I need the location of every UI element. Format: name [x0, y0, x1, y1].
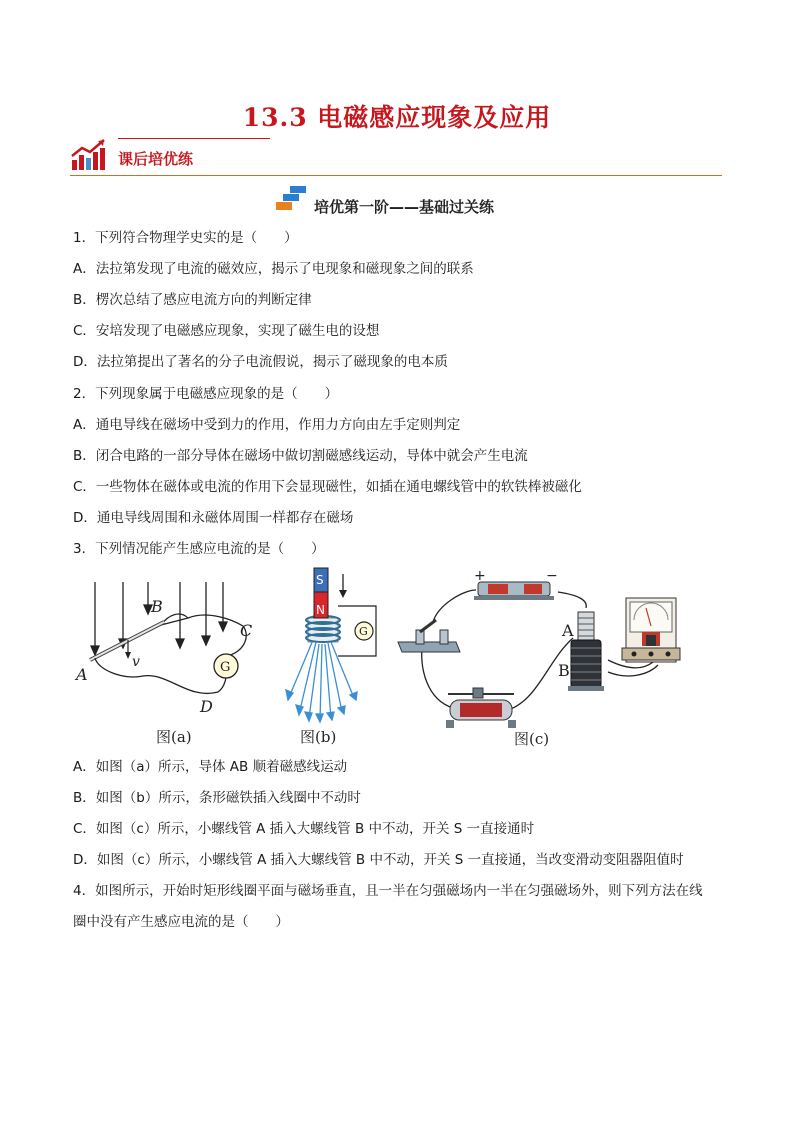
question-4-stem-continued: 圈中没有产生感应电流的是（ ）: [73, 914, 289, 930]
q3-option-a: A．如图（a）所示，导体 AB 顺着磁感线运动: [73, 759, 348, 775]
galvanometer-icon: [622, 598, 680, 662]
q2-option-c: C．一些物体在磁体或电流的作用下会显现磁性，如插在通电螺线管中的软铁棒被磁化: [73, 479, 582, 495]
q1-option-b: B．楞次总结了感应电流方向的判断定律: [73, 292, 312, 308]
q1-option-a: A．法拉第发现了电流的磁效应，揭示了电现象和磁现象之间的联系: [73, 261, 474, 277]
figure-c: [398, 568, 680, 748]
tier-heading: [0, 186, 794, 214]
q1-option-c: C．安培发现了电磁感应现象，实现了磁生电的设想: [73, 323, 380, 339]
q3-option-b: B．如图（b）所示，条形磁铁插入线圈中不动时: [73, 790, 361, 806]
q3-option-c: C．如图（c）所示，小螺线管 A 插入大螺线管 B 中不动，开关 S 一直接通时: [73, 821, 535, 837]
header-top-rule: [118, 138, 270, 139]
question-3-figures: [68, 560, 728, 750]
stairs-icon: [276, 186, 310, 212]
fig-b-label-n: N: [316, 603, 325, 617]
question-2-stem: 2．下列现象属于电磁感应现象的是（ ）: [73, 386, 339, 402]
fig-c-label-minus: −: [546, 568, 558, 584]
fig-b-label-g: G: [359, 625, 368, 638]
fig-a-label-a: A: [76, 665, 88, 684]
q2-option-b: B．闭合电路的一部分导体在磁场中做切割磁感线运动，导体中就会产生电流: [73, 448, 528, 464]
fig-a-caption: 图(a): [156, 728, 192, 746]
figure-a: [74, 582, 252, 746]
tier-label: 培优第一阶——基础过关练: [314, 198, 495, 216]
fig-b-label-s: S: [316, 573, 324, 587]
q1-option-d: D．法拉第提出了著名的分子电流假说，揭示了磁现象的电本质: [73, 354, 448, 370]
rising-bar-chart-icon: [70, 138, 110, 172]
section-header: [70, 136, 722, 178]
fig-a-label-g: G: [220, 660, 231, 675]
rheostat-icon: [446, 688, 516, 728]
q3-option-d: D．如图（c）所示，小螺线管 A 插入大螺线管 B 中不动，开关 S 一直接通，当改变滑动变阻器阻值时: [73, 852, 684, 868]
question-3-stem: 3．下列情况能产生感应电流的是（ ）: [73, 541, 325, 557]
section-label: 课后培优练: [118, 150, 194, 168]
header-bottom-rule: [70, 175, 722, 176]
fig-a-label-b: B: [151, 597, 163, 616]
fig-b-caption: 图(b): [300, 728, 337, 746]
q2-option-a: A．通电导线在磁场中受到力的作用，作用力方向由左手定则判定: [73, 417, 461, 433]
fig-a-label-c: C: [240, 621, 253, 640]
fig-c-caption: 图(c): [514, 730, 550, 748]
q2-option-d: D．通电导线周围和永磁体周围一样都存在磁场: [73, 510, 354, 526]
question-4-stem: 4．如图所示，开始时矩形线圈平面与磁场垂直，且一半在匀强磁场内一半在匀强磁场外，则下列方法在线: [73, 883, 703, 899]
fig-a-label-v: v: [132, 654, 140, 670]
fig-a-label-d: D: [200, 697, 213, 716]
figure-b: [286, 568, 376, 746]
fig-c-label-plus: +: [474, 568, 486, 584]
fig-c-label-a: A: [562, 621, 574, 640]
page-title: 13.3 电磁感应现象及应用: [242, 103, 552, 132]
question-1-stem: 1．下列符合物理学史实的是（ ）: [73, 230, 298, 246]
fig-c-label-b: B: [558, 661, 570, 680]
switch-icon: [398, 620, 460, 652]
